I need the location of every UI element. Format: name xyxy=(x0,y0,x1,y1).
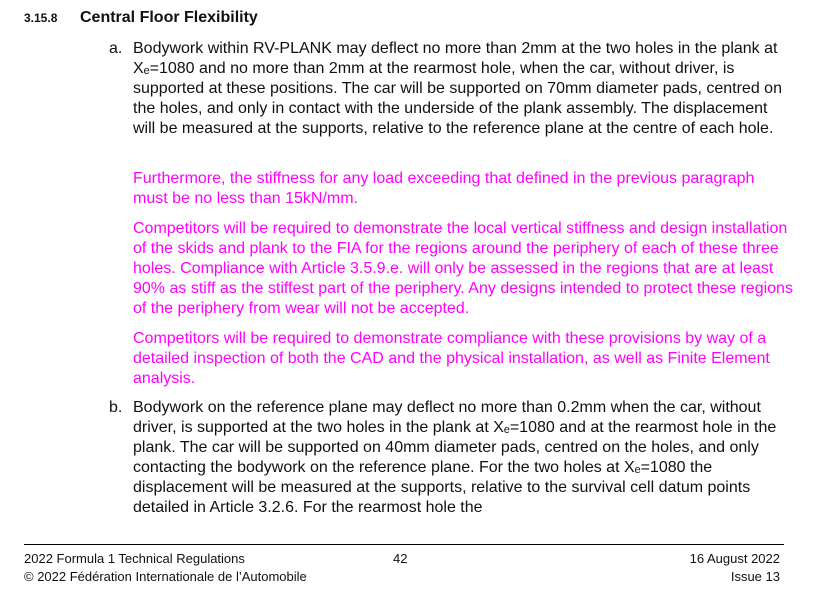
footer-issue: Issue 13 xyxy=(730,569,780,584)
footer-divider xyxy=(24,544,784,545)
item-a-magenta-paragraph-2: Competitors will be required to demonstrate the local vertical stiffness and design installation of the skids and plank to the FIA for the regions around the periphery of each of these three holes. Compliance with Article 3.5.9.e. will only be assessed in the regions that are at least 90% as stiff as the stiffest part of the periphery. Any designs intended to protect these regions of the periphery from wear will not be accepted. xyxy=(133,220,793,317)
item-a-magenta-paragraph-1: Furthermore, the stiffness for any load exceeding that defined in the previous paragraph must be no less than 15kN/mm. xyxy=(133,170,755,207)
section-title: Central Floor Flexibility xyxy=(80,9,258,26)
item-a-text: Bodywork within RV-PLANK may deflect no more than 2mm at the two holes in the plank at Xₑ=1080 and no more than 2mm at the rearmost hole, when the car, without driver, is supported at these positions. The car will be supported on 70mm diameter pads, centred on the holes, and only in contact with the underside of the plank assembly. The displacement will be measured at the supports, relative to the reference plane at the centre of each hole. xyxy=(133,40,782,137)
footer-left xyxy=(24,550,307,586)
section-number: 3.15.8 xyxy=(24,11,58,25)
footer-copyright: © 2022 Fédération Internationale de l’Automobile xyxy=(24,569,307,584)
footer-document-title: 2022 Formula 1 Technical Regulations xyxy=(24,551,245,566)
item-a-magenta-paragraph-3: Competitors will be required to demonstrate compliance with these provisions by way of a detailed inspection of both the CAD and the physical installation, as well as Finite Element analysis. xyxy=(133,330,770,387)
footer-page-number: 42 xyxy=(393,551,408,566)
footer-date: 16 August 2022 xyxy=(689,551,780,566)
footer-right xyxy=(690,550,780,586)
item-a-marker: a. xyxy=(109,40,123,57)
item-b-marker: b. xyxy=(109,399,123,416)
section-heading xyxy=(24,9,258,27)
item-b-text: Bodywork on the reference plane may deflect no more than 0.2mm when the car, without driver, is supported at the two holes in the plank at Xₑ=1080 and at the rearmost hole in the plank. The car will be supported on 40mm diameter pads, centred on the holes, and only contacting the bodywork on the reference plane. For the two holes at Xₑ=1080 the displacement will be measured at the supports, relative to the survival cell datum points detailed in Article 3.2.6. For the rearmost hole the xyxy=(133,399,777,516)
